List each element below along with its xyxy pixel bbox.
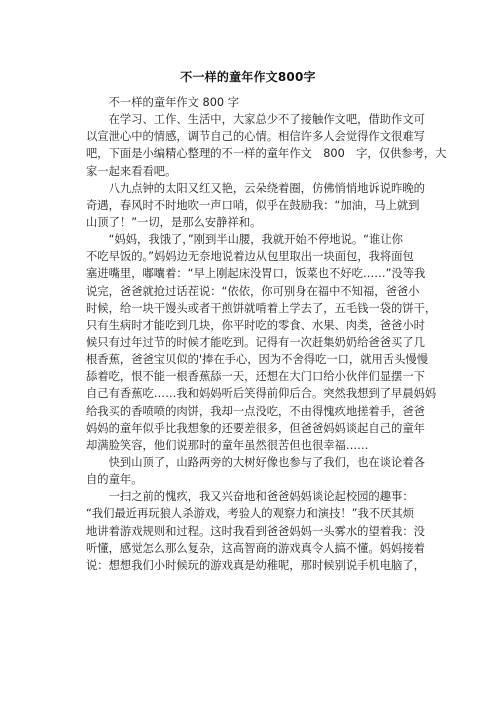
text-line: 听懂，感觉怎么那么复杂，这高智商的游戏真令人搞不懂。妈妈接着: [86, 541, 425, 555]
text-line: 地讲着游戏规则和过程。这时我看到爸爸妈妈一头雾水的望着我：没: [86, 524, 425, 538]
text-line: 吧，下面是小编精心整理的不一样的童年作文 800 字，仅供参考，大: [86, 147, 447, 161]
text-line: “妈妈，我饿了，”刚到半山腰，我就开始不停地说。“谁让你: [86, 233, 403, 247]
text-line: 却满脸笑容，他们说那时的童年虽然很苦但也很幸福……: [86, 438, 369, 452]
text-line: 根香蕉，爸爸宝贝似的'捧在手心，因为不舍得吃一口，就用舌头慢慢: [86, 353, 429, 367]
document-body: [86, 94, 447, 574]
text-line: 不吃早饭的。”妈妈边无奈地说着边从包里取出一块面包，我将面包: [86, 250, 414, 264]
text-line: 自己有香蕉吃……我和妈妈听后笑得前仰后合。突然我想到了早晨妈妈: [86, 387, 437, 401]
text-line: 以宣泄心中的情感，调节自己的心情。相信许多人会觉得作文很难写: [86, 130, 425, 144]
text-line: 塞进嘴里，嘟囔着：“早上刚起床没胃口，饭菜也不好吃……”没等我: [86, 267, 426, 281]
text-line: 不一样的童年作文 800 字: [86, 96, 240, 109]
document-title: 不一样的童年作文800字: [180, 70, 316, 84]
text-line: 时候，给一块干馒头或者干煎饼就啃着上学去了，五毛钱一袋的饼干，: [86, 301, 437, 315]
text-line: 给我买的香喷喷的肉饼，我却一点没吃，不由得愧疚地搓着手，爸爸: [86, 404, 425, 418]
text-line: 山顶了！”一切，是那么安静祥和。: [86, 215, 262, 229]
text-line: 八九点钟的太阳又红又艳，云朵绕着圈，仿佛悄悄地诉说昨晚的: [86, 181, 425, 195]
text-line: 说：想想我们小时候玩的游戏真是幼稚呢，那时候别说手机电脑了，: [86, 558, 425, 572]
text-line: 快到山顶了，山路两旁的大树好像也参与了我们，也在谈论着各: [86, 455, 425, 469]
text-line: 舔着吃，恨不能一根香蕉舔一天，还想在大门口给小伙伴们显摆一下: [86, 370, 425, 384]
text-line: 在学习、工作、生活中，大家总少不了接触作文吧，借助作文可: [86, 113, 425, 127]
text-line: 候只有过年过节的时候才能吃到。记得有一次赶集奶奶给爸爸买了几: [86, 335, 425, 349]
text-line: 说完，爸爸就抢过话茬说：“依依，你可别身在福中不知福，爸爸小: [86, 284, 420, 298]
text-line: 奇遇，春风时不时地吹一声口哨，似乎在鼓励我：“加油，马上就到: [86, 198, 420, 212]
text-line: 家一起来看看吧。: [86, 164, 177, 178]
text-line: “我们最近再玩狼人杀游戏，考验人的观察力和演技！”我不厌其烦: [86, 507, 415, 521]
text-line: 一扫之前的愧疚，我又兴奋地和爸爸妈妈谈论起校园的趣事：: [86, 490, 414, 504]
text-line: 只有生病时才能吃到几块，你平时吃的零食、水果、肉类，爸爸小时: [86, 318, 425, 332]
text-line: 妈妈的童年似乎比我想象的还要差很多，但爸爸妈妈谈起自己的童年: [86, 421, 425, 435]
text-line: 自的童年。: [86, 473, 143, 487]
